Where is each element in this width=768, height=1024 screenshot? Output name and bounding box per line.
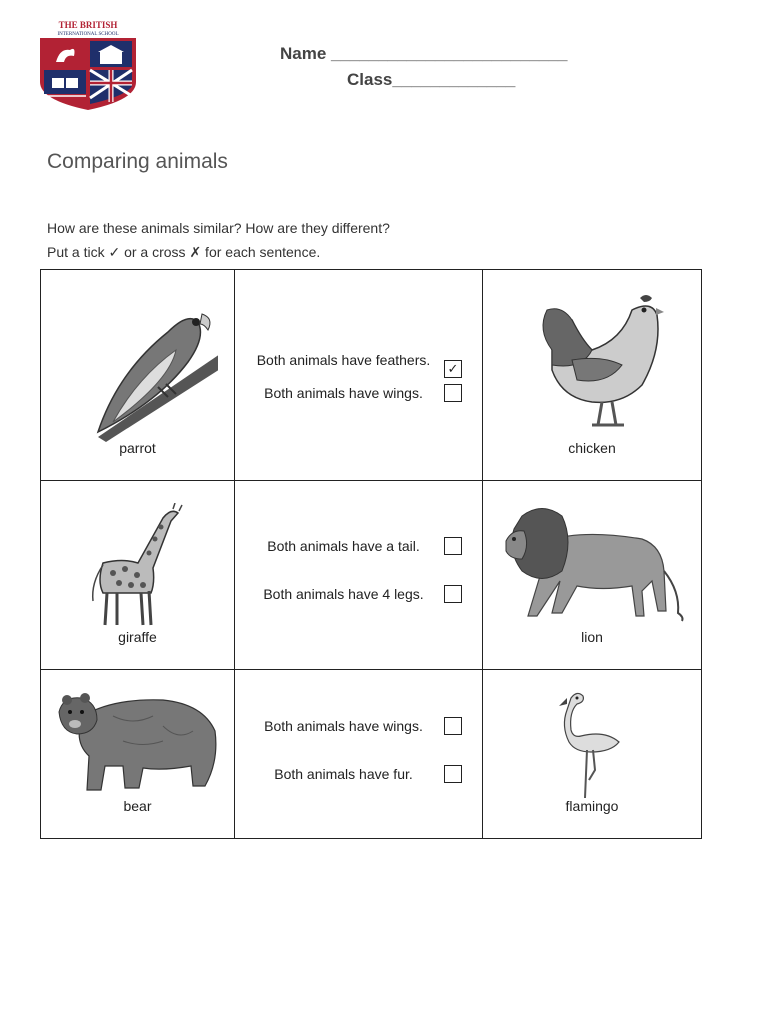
animal-cell-lion xyxy=(483,481,702,670)
statement-row xyxy=(251,384,462,402)
statement-text: Both animals have 4 legs. xyxy=(263,585,424,602)
statement-text: Both animals have fur. xyxy=(274,765,413,782)
school-name-line2: INTERNATIONAL SCHOOL xyxy=(57,32,119,37)
school-name-line1: THE BRITISH xyxy=(58,20,118,30)
statements-cell-row3 xyxy=(235,670,483,839)
statement-text: Both animals have feathers. xyxy=(256,351,431,368)
name-label: Name xyxy=(280,44,327,63)
statements-cell-row1 xyxy=(235,270,483,481)
name-blank: _________________________ xyxy=(331,44,568,63)
statement-row xyxy=(251,537,462,555)
worksheet-title: Comparing animals xyxy=(47,150,228,173)
answer-checkbox[interactable] xyxy=(444,717,462,735)
animal-cell-parrot xyxy=(41,270,235,481)
flamingo-image xyxy=(547,690,637,800)
answer-checkbox[interactable] xyxy=(444,765,462,783)
animal-label-lion: lion xyxy=(581,629,603,645)
answer-checkbox[interactable]: ✓ xyxy=(444,360,462,378)
animal-label-flamingo: flamingo xyxy=(565,798,619,814)
chicken-image xyxy=(512,290,672,440)
animal-label-giraffe: giraffe xyxy=(118,629,157,645)
statement-row xyxy=(251,717,462,735)
animal-label-chicken: chicken xyxy=(568,440,616,456)
statements-cell-row2 xyxy=(235,481,483,670)
animal-label-bear: bear xyxy=(123,798,152,814)
statement-text: Both animals have a tail. xyxy=(267,537,420,554)
animal-label-parrot: parrot xyxy=(119,440,156,456)
statement-row xyxy=(251,585,462,603)
class-field[interactable] xyxy=(347,70,515,90)
statement-row xyxy=(251,765,462,783)
answer-checkbox[interactable] xyxy=(444,384,462,402)
table-row xyxy=(41,270,702,481)
name-field[interactable] xyxy=(280,44,567,64)
instruction-line-1: How are these animals similar? How are they different? xyxy=(47,220,390,236)
animal-cell-giraffe xyxy=(41,481,235,670)
statement-text: Both animals have wings. xyxy=(264,384,423,401)
animal-cell-bear xyxy=(41,670,235,839)
table-row xyxy=(41,481,702,670)
answer-checkbox[interactable] xyxy=(444,537,462,555)
school-crest-logo xyxy=(36,20,140,112)
statement-text: Both animals have wings. xyxy=(264,717,423,734)
giraffe-image xyxy=(83,503,193,628)
parrot-image xyxy=(58,292,218,442)
statement-row xyxy=(251,342,462,378)
comparison-table xyxy=(40,269,702,839)
lion-image xyxy=(492,501,692,631)
class-label: Class xyxy=(347,70,393,89)
animal-cell-chicken xyxy=(483,270,702,481)
bear-image xyxy=(53,686,223,801)
animal-cell-flamingo xyxy=(483,670,702,839)
table-row xyxy=(41,670,702,839)
class-blank: _____________ xyxy=(392,70,516,89)
instruction-line-2: Put a tick ✓ or a cross ✗ for each sentence. xyxy=(47,244,321,260)
answer-checkbox[interactable] xyxy=(444,585,462,603)
